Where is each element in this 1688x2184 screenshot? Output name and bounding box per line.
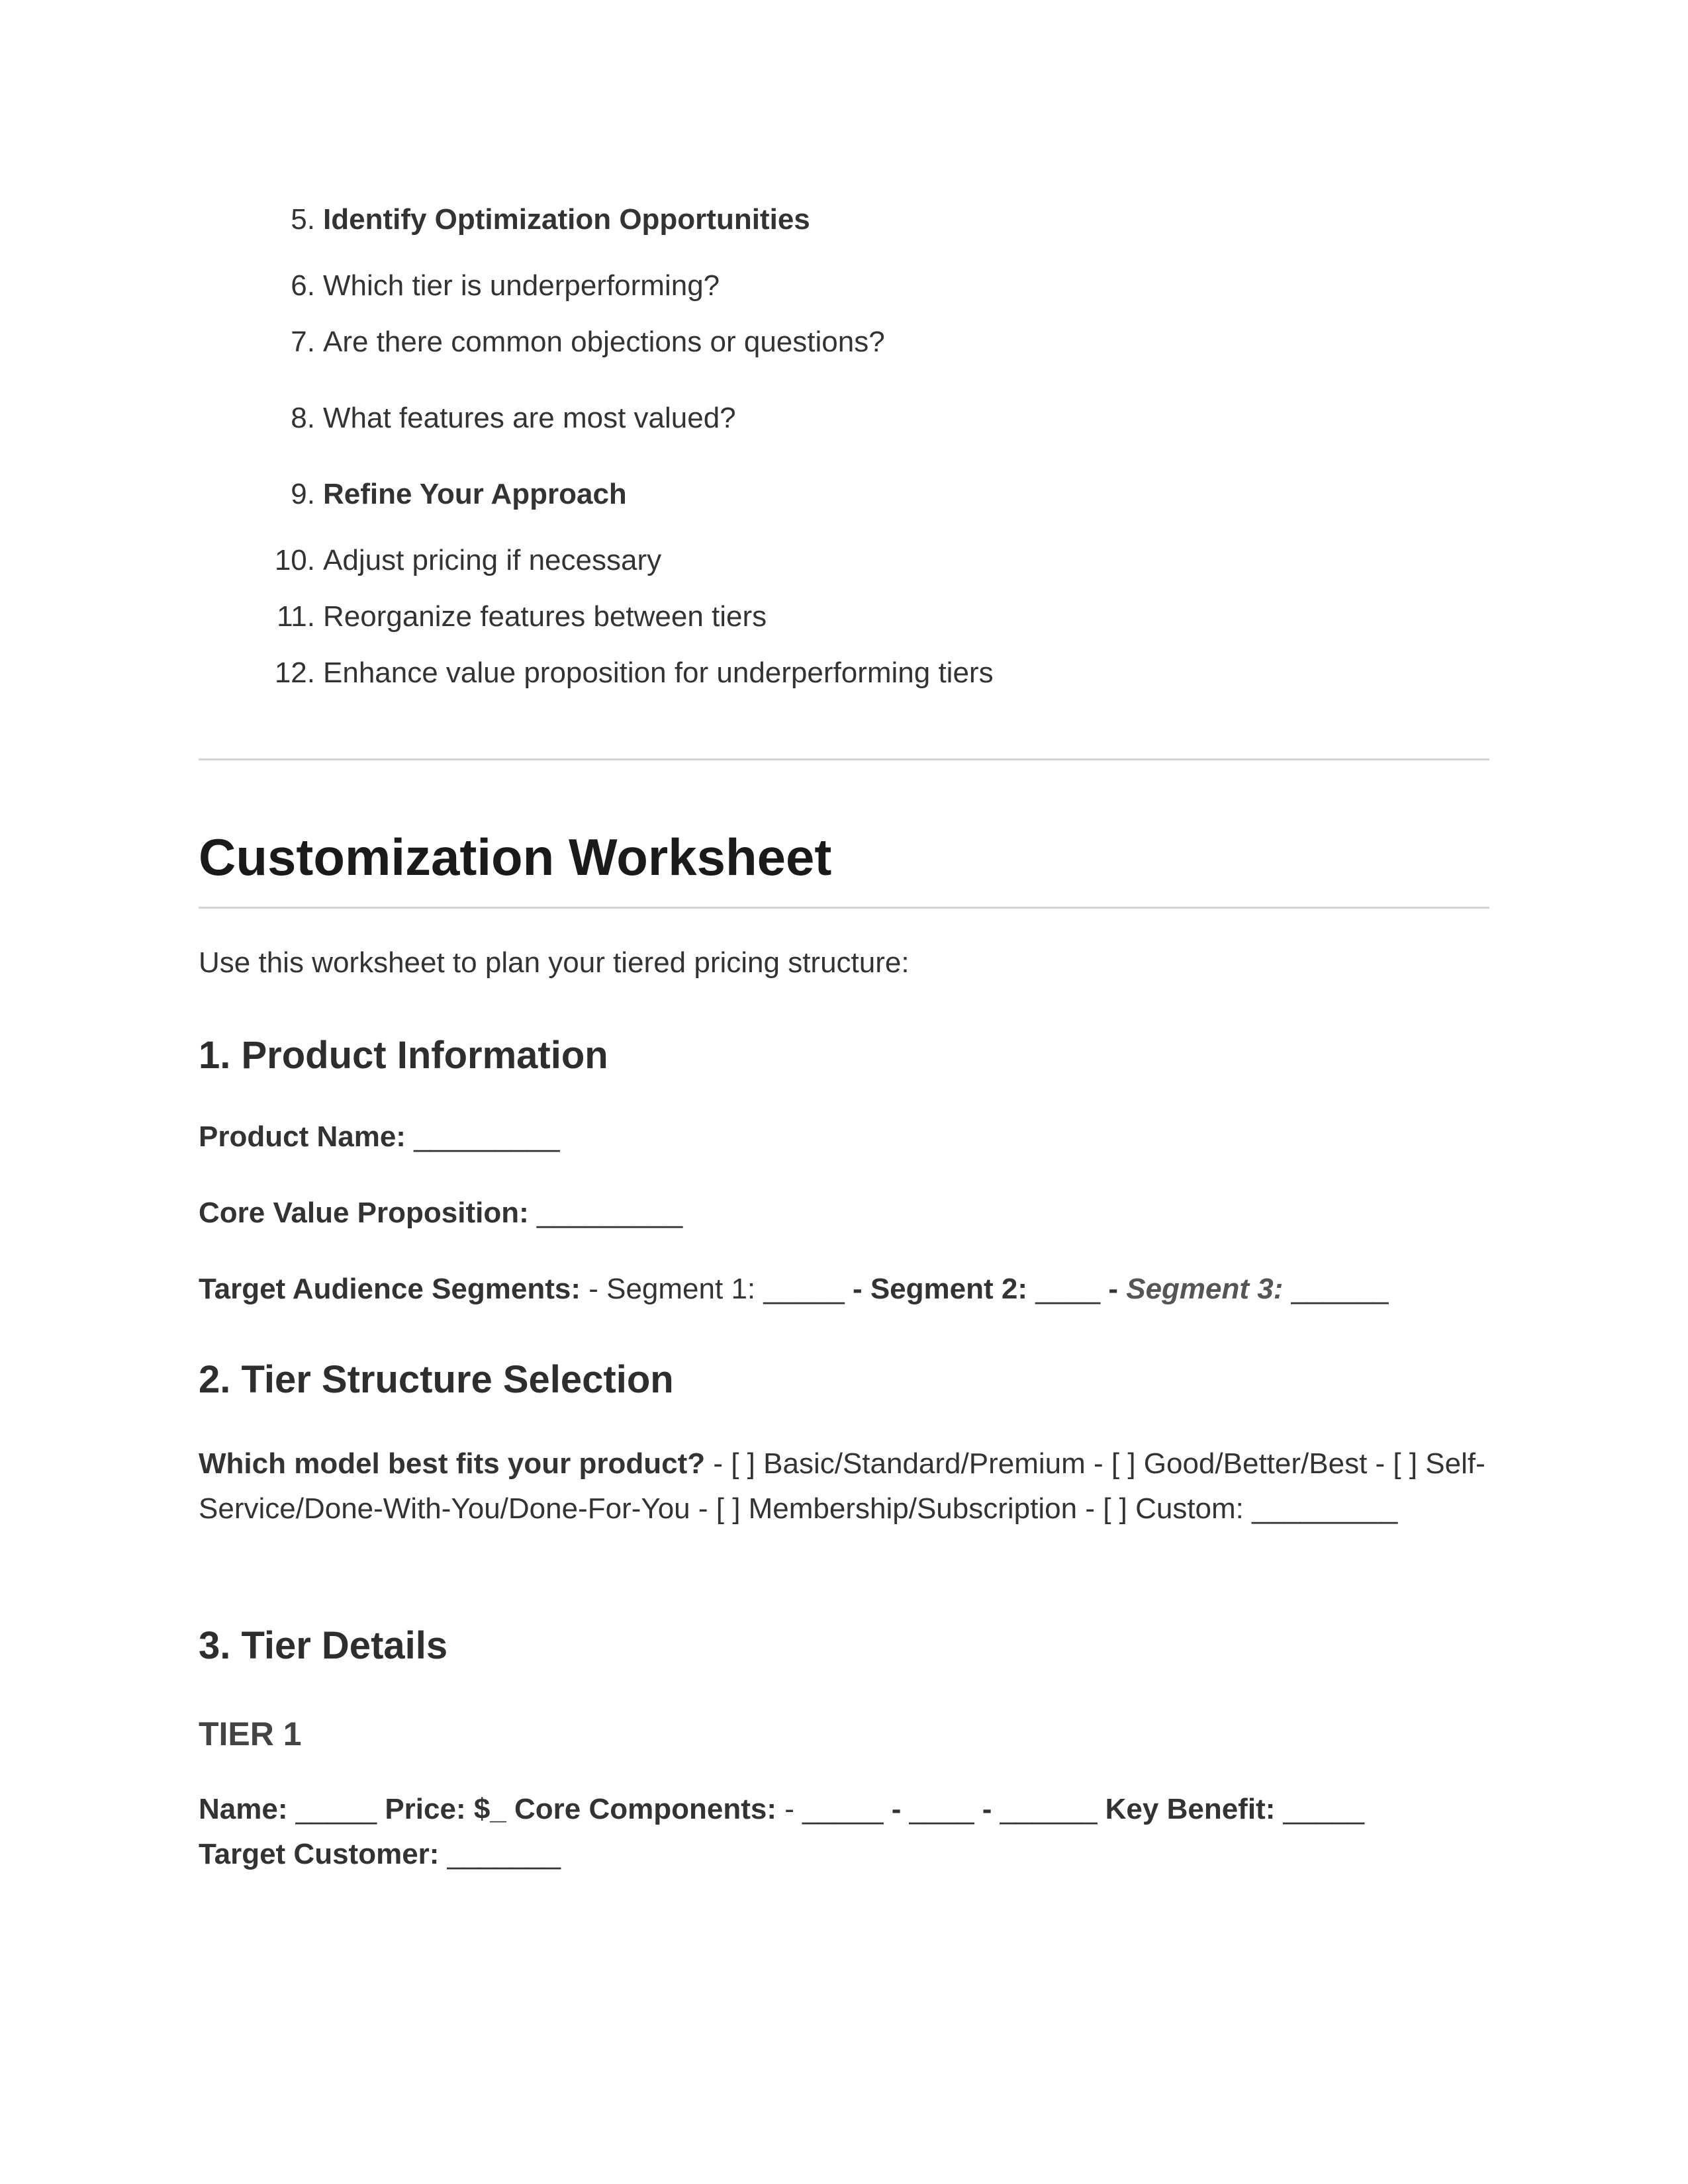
list-text: Identify Optimization Opportunities xyxy=(323,203,810,236)
core-value-blank: _________ xyxy=(536,1197,683,1229)
section-heading-product-info: 1. Product Information xyxy=(199,1034,608,1077)
segment-3-dash: - xyxy=(1108,1273,1127,1305)
list-text: Enhance value proposition for underperforming tiers xyxy=(323,657,994,689)
segment-2-label: - Segment 2: xyxy=(852,1273,1027,1305)
component-1-blank: - _____ xyxy=(776,1793,892,1825)
segment-3-label: Segment 3: xyxy=(1126,1273,1284,1305)
list-text: What features are most valued? xyxy=(323,402,736,434)
tier-model-options: - [ ] Basic/Standard/Premium - [ ] Good/Better/Best - [ ] Self-Service/Done-With-You/Done-For-You - [ ] Membership/Subscription - [ ] Custom: _________ xyxy=(199,1447,1485,1525)
tier-model-question-label: Which model best fits your product? xyxy=(199,1447,706,1480)
tier-model-question xyxy=(199,1441,1489,1531)
component-2-blank: ____ xyxy=(901,1793,982,1825)
segment-2-blank: ____ xyxy=(1027,1273,1109,1305)
section-divider xyxy=(199,758,1489,760)
component-3-blank: ______ xyxy=(992,1793,1098,1825)
component-2-dash: - xyxy=(891,1793,902,1825)
list-text: Are there common objections or questions? xyxy=(323,326,885,358)
core-value-line xyxy=(199,1191,1489,1236)
segment-1-text: - Segment 1: _____ xyxy=(581,1273,853,1305)
list-number: 7. xyxy=(291,326,315,358)
list-text: Refine Your Approach xyxy=(323,478,627,510)
core-components-label: Core Components: xyxy=(506,1793,777,1825)
list-text: Adjust pricing if necessary xyxy=(323,544,662,576)
list-text: Which tier is underperforming? xyxy=(323,269,720,302)
component-3-dash: - xyxy=(982,1793,992,1825)
list-number: 9. xyxy=(291,478,315,510)
list-number: 12. xyxy=(274,657,315,689)
list-number: 11. xyxy=(277,600,315,633)
core-value-label: Core Value Proposition: xyxy=(199,1197,529,1229)
product-name-line xyxy=(199,1115,1489,1160)
intro-text: Use this worksheet to plan your tiered pricing structure: xyxy=(199,946,910,979)
section-heading-tier-details: 3. Tier Details xyxy=(199,1624,448,1667)
tier-name-label: Name: xyxy=(199,1793,288,1825)
product-name-label: Product Name: xyxy=(199,1120,406,1153)
key-benefit-blank: _____ xyxy=(1275,1793,1364,1825)
target-audience-label: Target Audience Segments: xyxy=(199,1273,581,1305)
list-number: 6. xyxy=(291,269,315,302)
tier-1-heading: TIER 1 xyxy=(199,1715,302,1752)
page-title: Customization Worksheet xyxy=(199,828,832,886)
target-customer-label: Target Customer: xyxy=(199,1838,440,1870)
title-underline xyxy=(199,907,1489,909)
list-text: Reorganize features between tiers xyxy=(323,600,767,633)
product-name-blank: _________ xyxy=(414,1120,560,1153)
segment-3-blank: ______ xyxy=(1283,1273,1389,1305)
target-audience-line xyxy=(199,1267,1489,1312)
section-heading-tier-structure: 2. Tier Structure Selection xyxy=(199,1358,674,1401)
tier-1-details xyxy=(199,1787,1489,1877)
list-number: 10. xyxy=(274,544,315,576)
key-benefit-label: Key Benefit: xyxy=(1097,1793,1276,1825)
target-customer-blank: _______ xyxy=(439,1838,561,1870)
tier-name-blank: _____ xyxy=(287,1793,385,1825)
list-number: 5. xyxy=(291,203,315,236)
tier-price-label: Price: $_ xyxy=(385,1793,506,1825)
list-number: 8. xyxy=(291,402,315,434)
